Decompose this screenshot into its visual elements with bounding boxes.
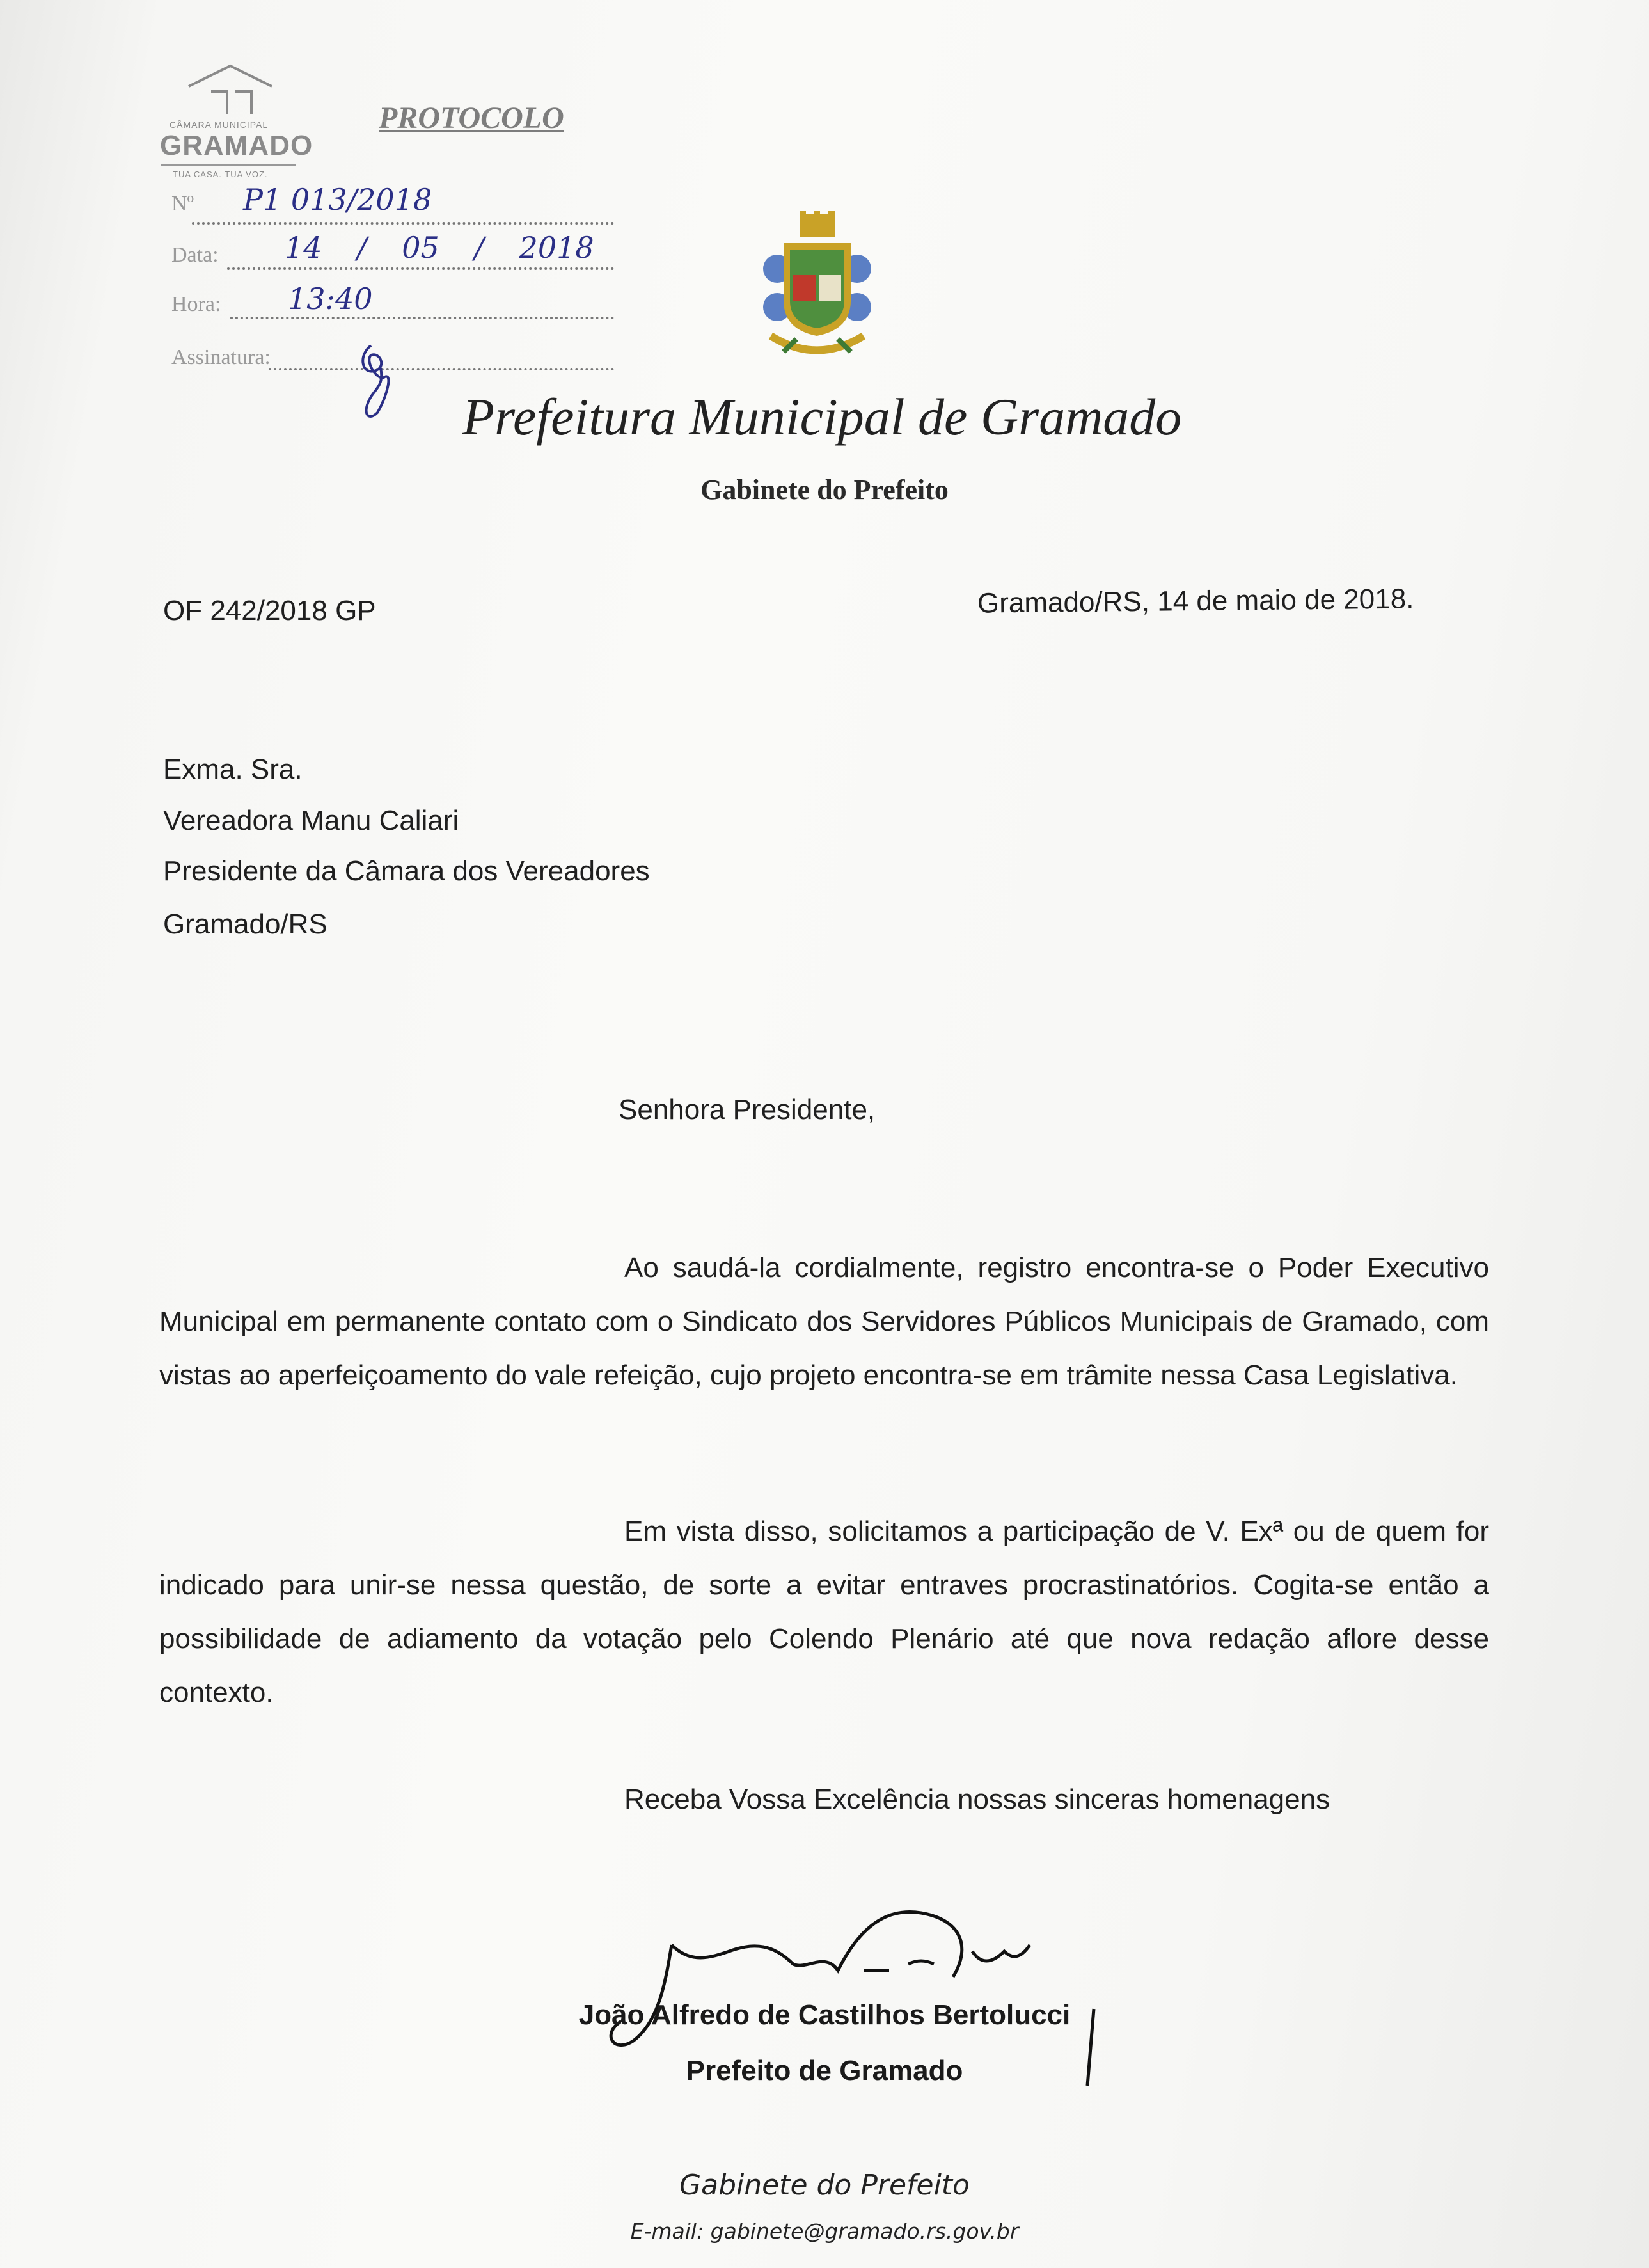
letterhead-subtitle: Gabinete do Prefeito <box>700 474 949 505</box>
letter-paragraph: Ao saudá-la cordialmente, registro encontra-se o Poder Executivo Municipal em permanente contato com o Sindicato dos Servidores Públicos Municipais de Gramado, com vistas ao aperfeiçoamento do vale refeição, cujo projeto encontra-se em trâmite nessa Casa Legislativa. <box>159 1252 1489 1391</box>
stamp-number-value: P1 013/2018 <box>243 182 432 217</box>
recipient-line: Exma. Sra. <box>163 754 303 785</box>
stamp-number-line <box>192 222 614 225</box>
stamp-time-line <box>230 317 614 319</box>
stamp-logo-top: CÂMARA MUNICIPAL <box>170 120 269 130</box>
signer-name: João Alfredo de Castilhos Bertolucci <box>578 1999 1071 2031</box>
stamp-date-line <box>227 267 614 270</box>
stamp-logo-rule <box>161 164 296 166</box>
protocol-stamp <box>147 61 633 419</box>
gramado-coat-of-arms-icon <box>758 211 876 358</box>
stamp-signature-label: Assinatura: <box>171 345 271 369</box>
stamp-logo-tagline: TUA CASA. TUA VOZ. <box>173 170 268 179</box>
letter-reference: OF 242/2018 GP <box>163 595 376 626</box>
stamp-date-value: 14 / 05 / 2018 <box>285 230 594 265</box>
letter-paragraph: Em vista disso, solicitamos a participação de V. Exª ou de quem for indicado para unir-se nessa questão, de sorte a evitar entraves procrastinatórios. Cogita-se então a possibilidade de adiamento da votação pelo Colendo Plenário até que nova redação aflore desse contexto. <box>159 1516 1489 1708</box>
letter-place-date: Gramado/RS, 14 de maio de 2018. <box>977 583 1414 619</box>
recipient-line: Vereadora Manu Caliari <box>163 805 459 836</box>
stamp-title: PROTOCOLO <box>379 101 564 135</box>
footer-email[interactable]: E-mail: gabinete@gramado.rs.gov.br <box>630 2219 1019 2244</box>
letterhead-title: Prefeitura Municipal de Gramado <box>462 388 1182 446</box>
stamp-logo-name: GRAMADO <box>160 130 313 161</box>
letter-salutation: Senhora Presidente, <box>619 1094 876 1125</box>
camara-house-logo-icon <box>185 61 275 118</box>
stamp-time-value: 13:40 <box>288 282 373 316</box>
stamp-number-label: Nº <box>171 192 194 216</box>
stamp-time-label: Hora: <box>171 292 221 316</box>
stamp-date-label: Data: <box>171 243 219 267</box>
recipient-line: Gramado/RS <box>163 908 327 940</box>
signer-title: Prefeito de Gramado <box>686 2055 963 2086</box>
stamp-signature-line <box>269 368 614 370</box>
recipient-line: Presidente da Câmara dos Vereadores <box>163 855 650 887</box>
footer-office: Gabinete do Prefeito <box>679 2169 970 2201</box>
stamp-initials-signature <box>352 342 403 425</box>
letter-closing: Receba Vossa Excelência nossas sinceras homenagens <box>624 1784 1330 1815</box>
